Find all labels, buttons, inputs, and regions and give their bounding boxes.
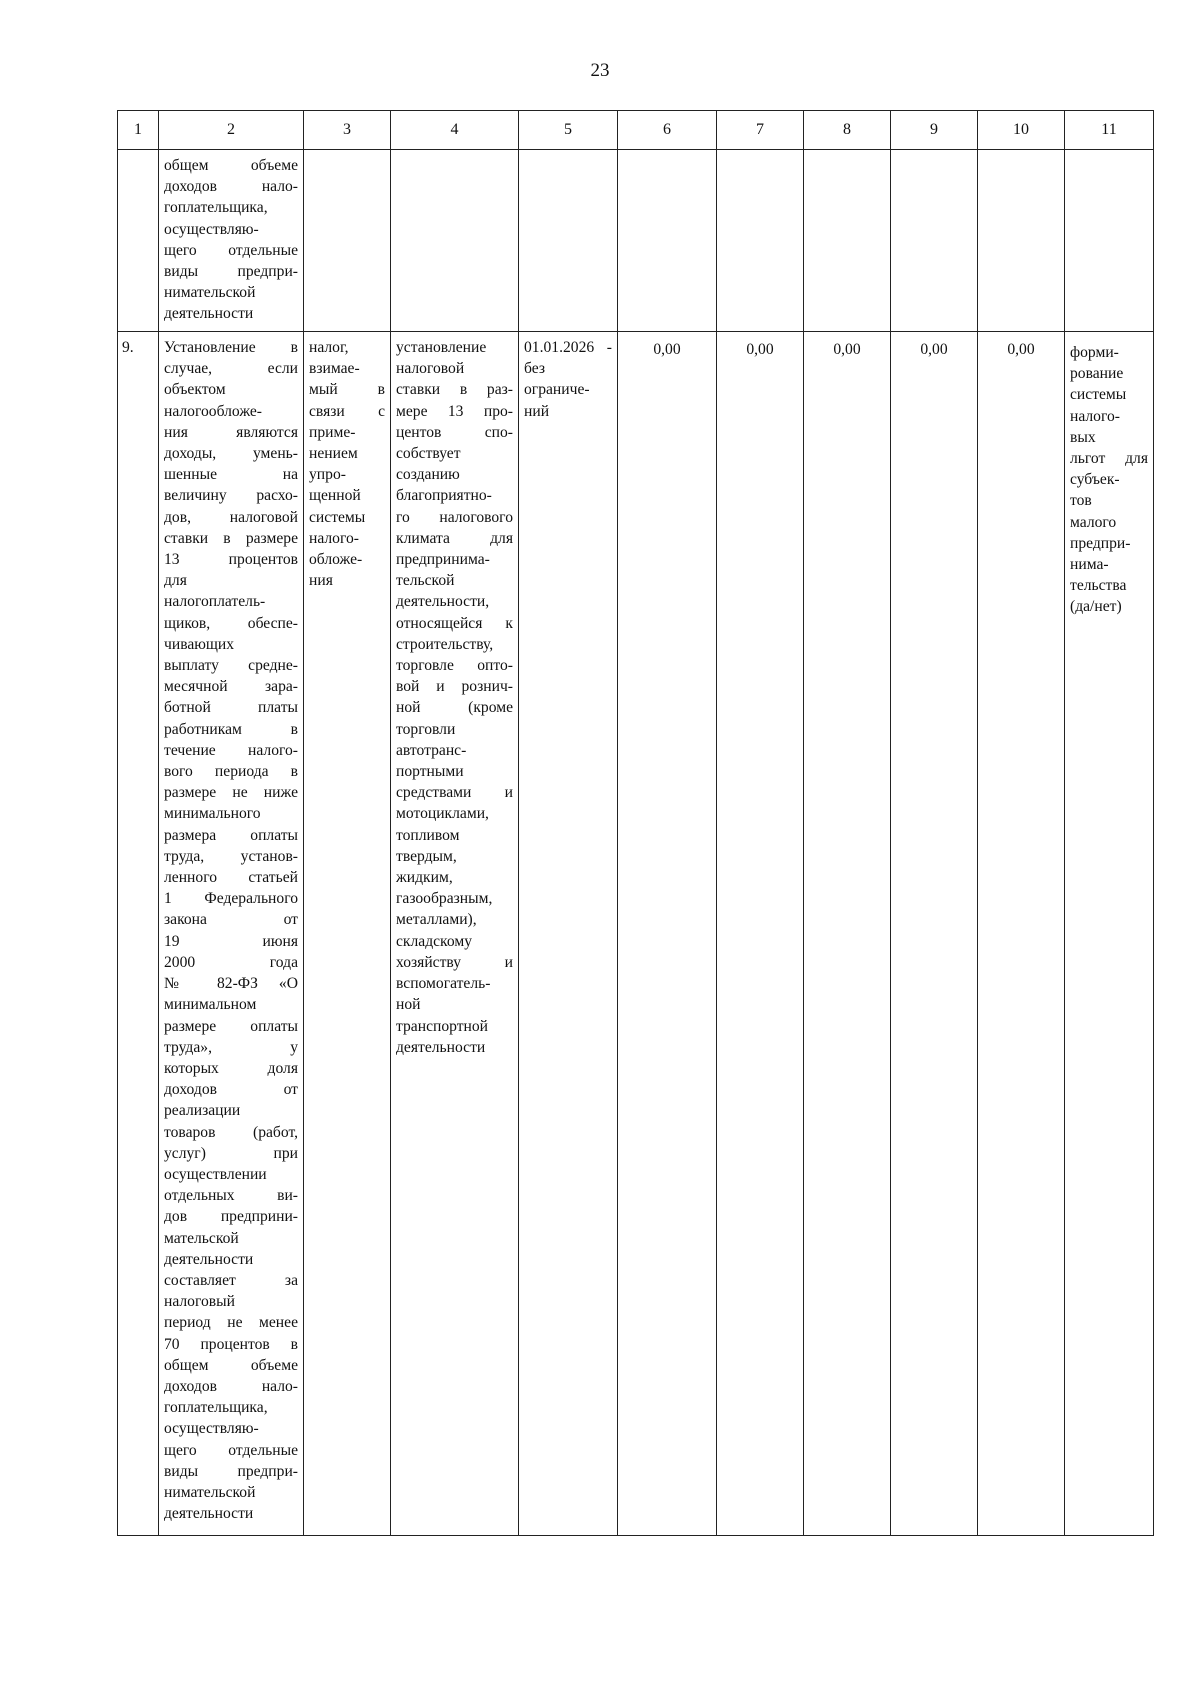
text-line: общем объеме	[164, 157, 298, 174]
text-line: 1 Федерального	[164, 890, 298, 908]
header-cell: 6	[618, 111, 717, 150]
value-col9: 0,00	[920, 341, 948, 358]
text-line: доходов нало-	[164, 1377, 298, 1395]
text-line: налого-	[1070, 407, 1120, 425]
header-cell: 10	[978, 111, 1065, 150]
text-line: складскому	[396, 932, 473, 950]
text-line: собствует	[396, 445, 461, 463]
text-line: налогообложе-	[164, 402, 263, 420]
header-cell: 9	[891, 111, 978, 150]
text-line: топливом	[396, 826, 460, 844]
text-line: автотранс-	[396, 741, 467, 759]
text-line: мый в	[309, 381, 385, 399]
text-line: размере оплаты	[164, 1017, 298, 1035]
text-line: налоговый	[164, 1293, 235, 1311]
text-line: осуществлении	[164, 1165, 267, 1183]
benefit-description	[159, 332, 303, 1524]
text-line: отдельных ви-	[164, 1187, 298, 1205]
text-line: климата для	[396, 529, 513, 547]
text-line: месячной зара-	[164, 678, 298, 696]
text-line: хозяйству и	[396, 953, 513, 971]
text-line: ограниче-	[524, 381, 590, 399]
text-line: дов, налоговой	[164, 508, 298, 526]
text-line: системы	[1070, 386, 1127, 404]
text-line: общем объеме	[164, 1356, 298, 1374]
text-line: доходов от	[164, 1081, 298, 1099]
text-line: ной (кроме	[396, 699, 513, 717]
text-line: щиков, обеспе-	[164, 614, 298, 632]
header-cell: 3	[304, 111, 391, 150]
text-line: ний	[524, 402, 550, 420]
text-line: минимального	[164, 805, 261, 823]
text-line: торговли	[396, 720, 456, 738]
text-line: деятельности	[164, 305, 254, 323]
text-line: для	[164, 572, 187, 590]
text-line: 2000 года	[164, 953, 298, 971]
benefit-goal	[391, 332, 518, 1058]
header-row	[118, 111, 1154, 150]
value-col7: 0,00	[746, 341, 774, 358]
text-line: газообразным,	[396, 890, 493, 908]
text-line: осуществляю-	[164, 1420, 259, 1438]
text-line: чивающих	[164, 635, 235, 653]
text-line: вых	[1070, 428, 1096, 446]
text-line: 13 процентов	[164, 551, 298, 569]
text-line: нением	[309, 445, 358, 463]
text-line: Установление в	[164, 339, 298, 356]
text-line: 70 процентов в	[164, 1335, 298, 1353]
text-line: минимальном	[164, 996, 257, 1014]
text-line: деятельности	[164, 1250, 254, 1268]
text-line: случае, если	[164, 360, 298, 378]
text-line: налоговой	[396, 360, 465, 378]
text-line: величину расхо-	[164, 487, 298, 505]
header-cell: 5	[519, 111, 618, 150]
text-line: размера оплаты	[164, 826, 298, 844]
header-cell: 4	[391, 111, 519, 150]
text-line: нимательской	[164, 284, 256, 302]
text-line: мательской	[164, 1229, 239, 1247]
text-line: шенные на	[164, 466, 298, 484]
text-line: деятельности	[396, 1038, 486, 1056]
text-line: период не менее	[164, 1314, 298, 1332]
text-line: обложе-	[309, 551, 363, 569]
text-line: осуществляю-	[164, 220, 259, 238]
header-cell: 11	[1065, 111, 1154, 150]
text-line: мотоциклами,	[396, 805, 489, 823]
header-cell: 1	[118, 111, 159, 150]
text-line: объектом	[164, 381, 226, 399]
text-line: субъек-	[1070, 471, 1120, 489]
text-line: установление	[396, 339, 487, 356]
text-line: гоплательщика,	[164, 199, 268, 217]
text-line: доходов нало-	[164, 178, 298, 196]
text-line: которых доля	[164, 1059, 298, 1077]
text-line: доходы, умень-	[164, 445, 298, 463]
text-line: (да/нет)	[1070, 598, 1122, 616]
text-line: портными	[396, 763, 464, 781]
text-line: металлами),	[396, 911, 477, 929]
text-line: взимае-	[309, 360, 360, 378]
text-line: течение налого-	[164, 741, 298, 759]
text-line: налог,	[309, 339, 349, 356]
text-line: ния	[309, 572, 333, 590]
text-line: труда, установ-	[164, 847, 298, 865]
text-line: упро-	[309, 466, 346, 484]
header-cell: 7	[717, 111, 804, 150]
text-line: 01.01.2026 -	[524, 339, 612, 356]
text-line: 19 июня	[164, 932, 298, 950]
text-line: налого-	[309, 529, 359, 547]
text-line: тельства	[1070, 577, 1127, 595]
text-line: форми-	[1070, 344, 1119, 361]
text-line: благоприятно-	[396, 487, 492, 505]
text-line: № 82-ФЗ «О	[164, 975, 298, 993]
table-row-continuation	[118, 150, 1154, 332]
page-number: 23	[590, 60, 610, 81]
value-col10: 0,00	[1007, 341, 1035, 358]
text-line: льгот для	[1070, 450, 1148, 468]
text-line: вого периода в	[164, 763, 298, 781]
text-line: торговле опто-	[396, 657, 513, 675]
text-line: предпри-	[1070, 534, 1131, 552]
text-line: жидким,	[396, 869, 453, 887]
cont-description	[159, 150, 303, 325]
text-line: вспомогатель-	[396, 975, 491, 993]
text-line: приме-	[309, 423, 356, 441]
indicator-description	[1065, 332, 1153, 618]
text-line: щего отдельные	[164, 1441, 298, 1459]
text-line: налогоплатель-	[164, 593, 266, 611]
text-line: го налогового	[396, 508, 513, 526]
text-line: рование	[1070, 365, 1124, 383]
text-line: закона от	[164, 911, 298, 929]
validity-period	[519, 332, 617, 422]
tax-name	[304, 332, 390, 591]
text-line: виды предпри-	[164, 263, 298, 281]
text-line: нимательской	[164, 1483, 256, 1501]
text-line: выплату средне-	[164, 657, 298, 675]
text-line: ной	[396, 996, 421, 1014]
row-number: 9.	[122, 339, 134, 356]
text-line: нима-	[1070, 556, 1109, 574]
text-line: виды предпри-	[164, 1462, 298, 1480]
text-line: транспортной	[396, 1017, 489, 1035]
text-line: размере не ниже	[164, 784, 298, 802]
text-line: дов предприни-	[164, 1208, 298, 1226]
text-line: твердым,	[396, 847, 457, 865]
text-line: малого	[1070, 513, 1117, 531]
text-line: тельской	[396, 572, 455, 590]
text-line: товаров (работ,	[164, 1123, 298, 1141]
text-line: ленного статьей	[164, 869, 298, 887]
value-col8: 0,00	[833, 341, 861, 358]
text-line: без	[524, 360, 545, 378]
header-cell: 8	[804, 111, 891, 150]
text-line: ставки в раз-	[396, 381, 513, 399]
table-row-9	[118, 332, 1154, 1536]
text-line: деятельности,	[396, 593, 490, 611]
text-line: щенной	[309, 487, 361, 505]
text-line: услуг) при	[164, 1144, 298, 1162]
text-line: работникам в	[164, 720, 298, 738]
text-line: труда», у	[164, 1038, 298, 1056]
text-line: относящейся к	[396, 614, 513, 632]
text-line: ния являются	[164, 423, 298, 441]
value-col6: 0,00	[653, 341, 681, 358]
text-line: ботной платы	[164, 699, 298, 717]
text-line: созданию	[396, 466, 460, 484]
text-line: деятельности	[164, 1505, 254, 1523]
text-line: ставки в размере	[164, 529, 298, 547]
text-line: предпринима-	[396, 551, 490, 569]
text-line: центов спо-	[396, 423, 513, 441]
text-line: системы	[309, 508, 366, 526]
text-line: тов	[1070, 492, 1092, 510]
text-line: составляет за	[164, 1271, 298, 1289]
header-cell: 2	[159, 111, 304, 150]
text-line: средствами и	[396, 784, 513, 802]
tax-benefit-table	[117, 110, 1154, 1536]
text-line: вой и рознич-	[396, 678, 513, 696]
text-line: строительству,	[396, 635, 494, 653]
text-line: мере 13 про-	[396, 402, 513, 420]
text-line: щего отдельные	[164, 241, 298, 259]
text-line: гоплательщика,	[164, 1399, 268, 1417]
text-line: реализации	[164, 1102, 241, 1120]
text-line: связи с	[309, 402, 385, 420]
